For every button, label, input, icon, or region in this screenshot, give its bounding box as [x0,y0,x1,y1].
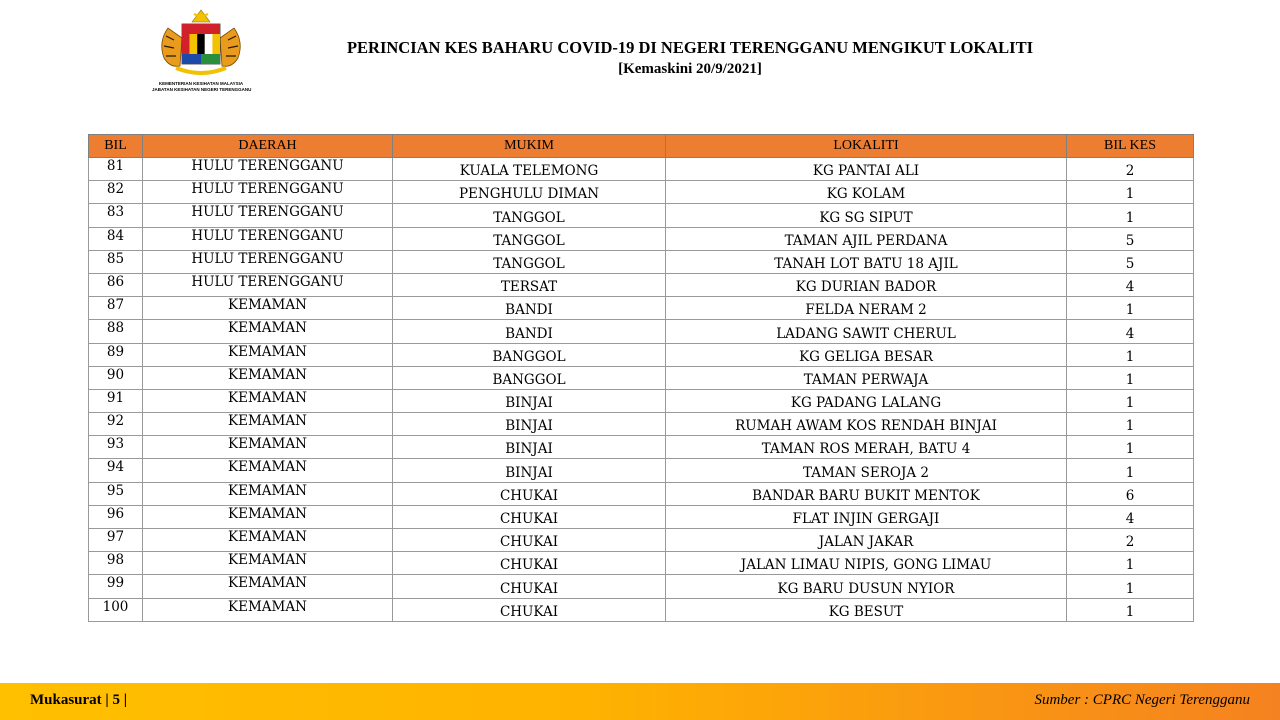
cell-mukim: CHUKAI [393,575,666,598]
cell-daerah: HULU TERENGGANU [143,181,393,204]
cell-mukim: CHUKAI [393,505,666,528]
cell-bil-kes: 5 [1067,227,1194,250]
cell-lokaliti: LADANG SAWIT CHERUL [666,320,1067,343]
table-row [89,343,1194,366]
table-row [89,505,1194,528]
logo-caption-department: JABATAN KESIHATAN NEGERI TERENGGANU [152,87,252,92]
cell-lokaliti: TAMAN PERWAJA [666,366,1067,389]
cell-lokaliti: KG PANTAI ALI [666,158,1067,181]
update-date: [Kemaskini 20/9/2021] [618,61,762,77]
cell-bil-kes: 4 [1067,273,1194,296]
table-row [89,552,1194,575]
cell-bil-kes: 2 [1067,529,1194,552]
cell-mukim: CHUKAI [393,598,666,621]
cell-lokaliti: JALAN LIMAU NIPIS, GONG LIMAU [666,552,1067,575]
cell-lokaliti: KG PADANG LALANG [666,389,1067,412]
cell-bil: 81 [89,158,143,181]
cell-lokaliti: TAMAN ROS MERAH, BATU 4 [666,436,1067,459]
cell-mukim: BINJAI [393,413,666,436]
column-header-daerah: DAERAH [143,135,393,158]
page-number: Mukasurat | 5 | [30,692,128,708]
cell-bil: 87 [89,297,143,320]
cases-table [88,134,1194,622]
cell-daerah: KEMAMAN [143,320,393,343]
table-row [89,250,1194,273]
cell-daerah: KEMAMAN [143,552,393,575]
cell-daerah: KEMAMAN [143,529,393,552]
cell-bil: 88 [89,320,143,343]
cell-bil-kes: 1 [1067,459,1194,482]
cell-bil: 92 [89,413,143,436]
cell-lokaliti: TAMAN SEROJA 2 [666,459,1067,482]
coat-of-arms-icon [152,8,250,80]
cell-bil-kes: 1 [1067,436,1194,459]
cell-bil: 99 [89,575,143,598]
cell-bil: 83 [89,204,143,227]
cell-daerah: KEMAMAN [143,436,393,459]
cell-mukim: TANGGOL [393,227,666,250]
column-header-bil-kes: BIL KES [1067,135,1194,158]
cell-mukim: BANGGOL [393,366,666,389]
cell-daerah: KEMAMAN [143,297,393,320]
cell-bil: 82 [89,181,143,204]
cell-bil: 93 [89,436,143,459]
table-row [89,320,1194,343]
cell-daerah: HULU TERENGGANU [143,227,393,250]
cell-bil-kes: 5 [1067,250,1194,273]
table-row [89,529,1194,552]
cell-lokaliti: JALAN JAKAR [666,529,1067,552]
table-row [89,598,1194,621]
cell-mukim: TANGGOL [393,204,666,227]
cell-mukim: TERSAT [393,273,666,296]
table-row [89,575,1194,598]
cell-mukim: CHUKAI [393,482,666,505]
logo-caption-ministry: KEMENTERIAN KESIHATAN MALAYSIA [158,81,244,86]
table-row [89,158,1194,181]
table-row [89,413,1194,436]
cell-bil-kes: 2 [1067,158,1194,181]
cell-daerah: HULU TERENGGANU [143,250,393,273]
cell-bil-kes: 1 [1067,552,1194,575]
table-row [89,204,1194,227]
cell-daerah: KEMAMAN [143,413,393,436]
cell-daerah: KEMAMAN [143,482,393,505]
cell-lokaliti: KG GELIGA BESAR [666,343,1067,366]
cell-bil: 84 [89,227,143,250]
column-header-bil: BIL [89,135,143,158]
cell-daerah: KEMAMAN [143,459,393,482]
cell-bil-kes: 1 [1067,181,1194,204]
cell-bil: 86 [89,273,143,296]
cell-daerah: KEMAMAN [143,366,393,389]
table-row [89,181,1194,204]
cell-bil-kes: 1 [1067,413,1194,436]
cell-lokaliti: KG KOLAM [666,181,1067,204]
cell-bil: 97 [89,529,143,552]
cell-daerah: HULU TERENGGANU [143,204,393,227]
cell-bil: 95 [89,482,143,505]
page-title: PERINCIAN KES BAHARU COVID-19 DI NEGERI TERENGGANU MENGIKUT LOKALITI [346,38,1034,57]
table-row [89,297,1194,320]
cell-lokaliti: FLAT INJIN GERGAJI [666,505,1067,528]
table-row [89,459,1194,482]
cell-bil: 90 [89,366,143,389]
cell-daerah: HULU TERENGGANU [143,158,393,181]
cell-bil-kes: 1 [1067,598,1194,621]
cell-daerah: KEMAMAN [143,575,393,598]
cell-mukim: BANDI [393,297,666,320]
table-row [89,389,1194,412]
cell-bil: 98 [89,552,143,575]
cell-lokaliti: KG BARU DUSUN NYIOR [666,575,1067,598]
column-header-mukim: MUKIM [393,135,666,158]
cell-bil: 91 [89,389,143,412]
cell-lokaliti: KG SG SIPUT [666,204,1067,227]
table-row [89,227,1194,250]
cell-bil: 96 [89,505,143,528]
cell-bil-kes: 1 [1067,366,1194,389]
cell-bil-kes: 1 [1067,575,1194,598]
cell-daerah: KEMAMAN [143,389,393,412]
cell-lokaliti: KG BESUT [666,598,1067,621]
cell-bil: 94 [89,459,143,482]
cell-lokaliti: TANAH LOT BATU 18 AJIL [666,250,1067,273]
cell-lokaliti: RUMAH AWAM KOS RENDAH BINJAI [666,413,1067,436]
cell-bil-kes: 6 [1067,482,1194,505]
cell-mukim: CHUKAI [393,529,666,552]
cell-bil-kes: 1 [1067,389,1194,412]
coat-of-arms-logo [152,8,250,92]
cell-lokaliti: TAMAN AJIL PERDANA [666,227,1067,250]
cell-bil-kes: 1 [1067,204,1194,227]
table-header-row [89,135,1194,158]
cell-mukim: PENGHULU DIMAN [393,181,666,204]
column-header-lokaliti: LOKALITI [666,135,1067,158]
cell-bil-kes: 4 [1067,320,1194,343]
cell-bil: 89 [89,343,143,366]
cell-bil: 100 [89,598,143,621]
footer-bar [0,683,1280,720]
cell-bil-kes: 1 [1067,343,1194,366]
cell-mukim: BINJAI [393,459,666,482]
cell-mukim: BANDI [393,320,666,343]
cell-mukim: KUALA TELEMONG [393,158,666,181]
cell-daerah: KEMAMAN [143,343,393,366]
cell-lokaliti: BANDAR BARU BUKIT MENTOK [666,482,1067,505]
cell-mukim: BINJAI [393,389,666,412]
table-row [89,482,1194,505]
source-note: Sumber : CPRC Negeri Terengganu [1034,692,1250,708]
table-row [89,436,1194,459]
cell-bil-kes: 4 [1067,505,1194,528]
cell-daerah: KEMAMAN [143,598,393,621]
cell-mukim: BANGGOL [393,343,666,366]
cell-daerah: HULU TERENGGANU [143,273,393,296]
cell-lokaliti: FELDA NERAM 2 [666,297,1067,320]
cell-bil: 85 [89,250,143,273]
cell-mukim: BINJAI [393,436,666,459]
cell-lokaliti: KG DURIAN BADOR [666,273,1067,296]
cell-mukim: TANGGOL [393,250,666,273]
cell-mukim: CHUKAI [393,552,666,575]
cell-daerah: KEMAMAN [143,505,393,528]
table-row [89,366,1194,389]
cell-bil-kes: 1 [1067,297,1194,320]
table-row [89,273,1194,296]
